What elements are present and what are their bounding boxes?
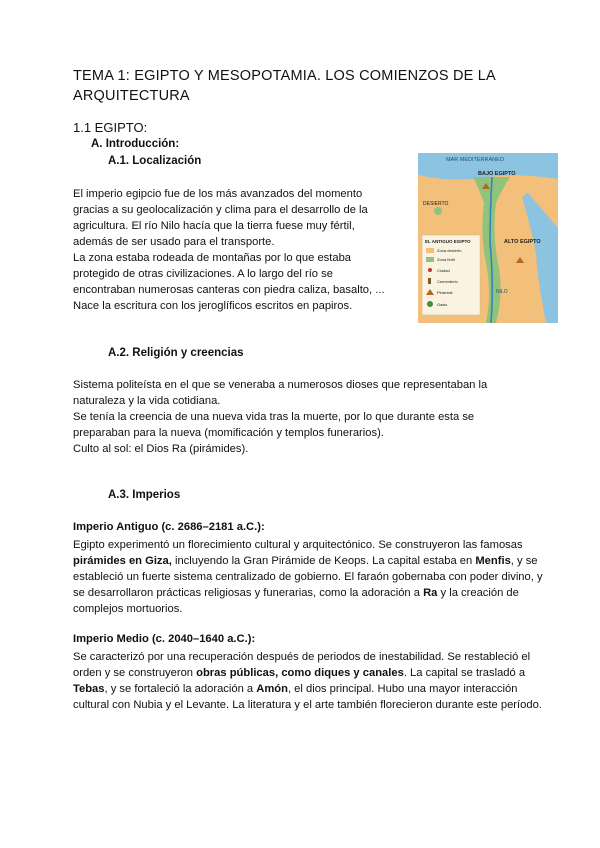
legend-item: Cementerio	[437, 279, 458, 284]
localizacion-heading: A.1. Localización	[108, 155, 202, 167]
text-line: Sistema politeísta en el que se veneraba a numerosos dioses que representaban la	[73, 379, 488, 391]
imperio-antiguo-paragraph: Egipto experimentó un florecimiento cultural y arquitectónico. Se construyeron las famosas pirámides en Giza, incluyendo la Gran Pirámide de Keops. La capital estaba en Menfis, y se estableció un fuerte sistema centralizado de gobierno. El faraón gobernaba con poder divino, y se desarrollaron prácticas religiosas y funerarias, como la adoración a Ra y la creación de complejos mortuorios.	[73, 539, 543, 615]
document-title: TEMA 1: EGIPTO Y MESOPOTAMIA. LOS COMIENZOS DE LA ARQUITECTURA	[73, 68, 496, 104]
legend-item: Oasis	[437, 302, 448, 307]
legend-item: Pirámide	[437, 290, 453, 295]
map-desierto-label: DESIERTO	[423, 201, 449, 207]
map-legend-title: EL ANTIGUO EGIPTO	[425, 239, 471, 244]
text-line: El imperio egipcio fue de los más avanzados del momento	[73, 188, 363, 200]
text-line: protegido de otras civilizaciones. A lo largo del río se	[73, 268, 333, 280]
legend-item: Zona desierto	[437, 248, 462, 253]
localizacion-paragraph	[73, 186, 385, 314]
text-line: agricultura. El río Nilo hacía que la tierra fuese muy fértil,	[73, 220, 355, 232]
text-line: encontraban numerosas canteras con piedra caliza, basalto, ...	[73, 284, 385, 296]
map-bajo-label: BAJO EGIPTO	[478, 171, 516, 177]
legend-item: Ciudad	[437, 268, 450, 273]
legend-city-icon	[428, 268, 432, 272]
religion-paragraph	[73, 377, 487, 457]
legend-item: Zona fértil	[437, 257, 455, 262]
legend-cemetery-icon	[428, 278, 431, 284]
text-line: La zona estaba rodeada de montañas por lo que estaba	[73, 252, 352, 264]
map-alto-label: ALTO EGIPTO	[504, 239, 541, 245]
imperio-antiguo-title: Imperio Antiguo (c. 2686–2181 a.C.):	[73, 521, 265, 533]
subsection-heading: A. Introducción:	[91, 138, 180, 150]
imperio-medio-title: Imperio Medio (c. 2040–1640 a.C.):	[73, 633, 256, 645]
map-sea-label: MAR MEDITERRÁNEO	[446, 157, 505, 163]
text-line: Nace la escritura con los jeroglíficos escritos en papiros.	[73, 300, 353, 312]
legend-oasis-icon	[427, 301, 433, 307]
egypt-map	[418, 153, 558, 323]
text-line: naturaleza y la vida cotidiana.	[73, 395, 221, 407]
imperios-heading: A.3. Imperios	[108, 489, 181, 501]
text-line: preparaban para la nueva (momificación y templos funerarios).	[73, 427, 384, 439]
text-line: gracias a su geolocalización y clima para el desarrollo de la	[73, 204, 368, 216]
religion-heading: A.2. Religión y creencias	[108, 347, 244, 359]
map-nilo-label: NILO	[496, 289, 508, 295]
legend-swatch-fertile	[426, 257, 434, 262]
text-line: Culto al sol: el Dios Ra (pirámides).	[73, 443, 249, 455]
section-heading: 1.1 EGIPTO:	[73, 120, 148, 135]
text-line: Se tenía la creencia de una nueva vida tras la muerte, por lo que durante esta se	[73, 411, 475, 423]
legend-swatch-desert	[426, 248, 434, 253]
text-line: además de ser usado para el transporte.	[73, 236, 275, 248]
imperio-medio-paragraph: Se caracterizó por una recuperación después de periodos de inestabilidad. Se restableció el orden y se construyeron obras públicas, como diques y canales. La capital se trasladó a Tebas, y se fortaleció la adoración a Amón, el dios principal. Hubo una mayor interacción cultural con Nubia y el Levante. La literatura y el arte también florecieron durante este período.	[73, 651, 542, 711]
